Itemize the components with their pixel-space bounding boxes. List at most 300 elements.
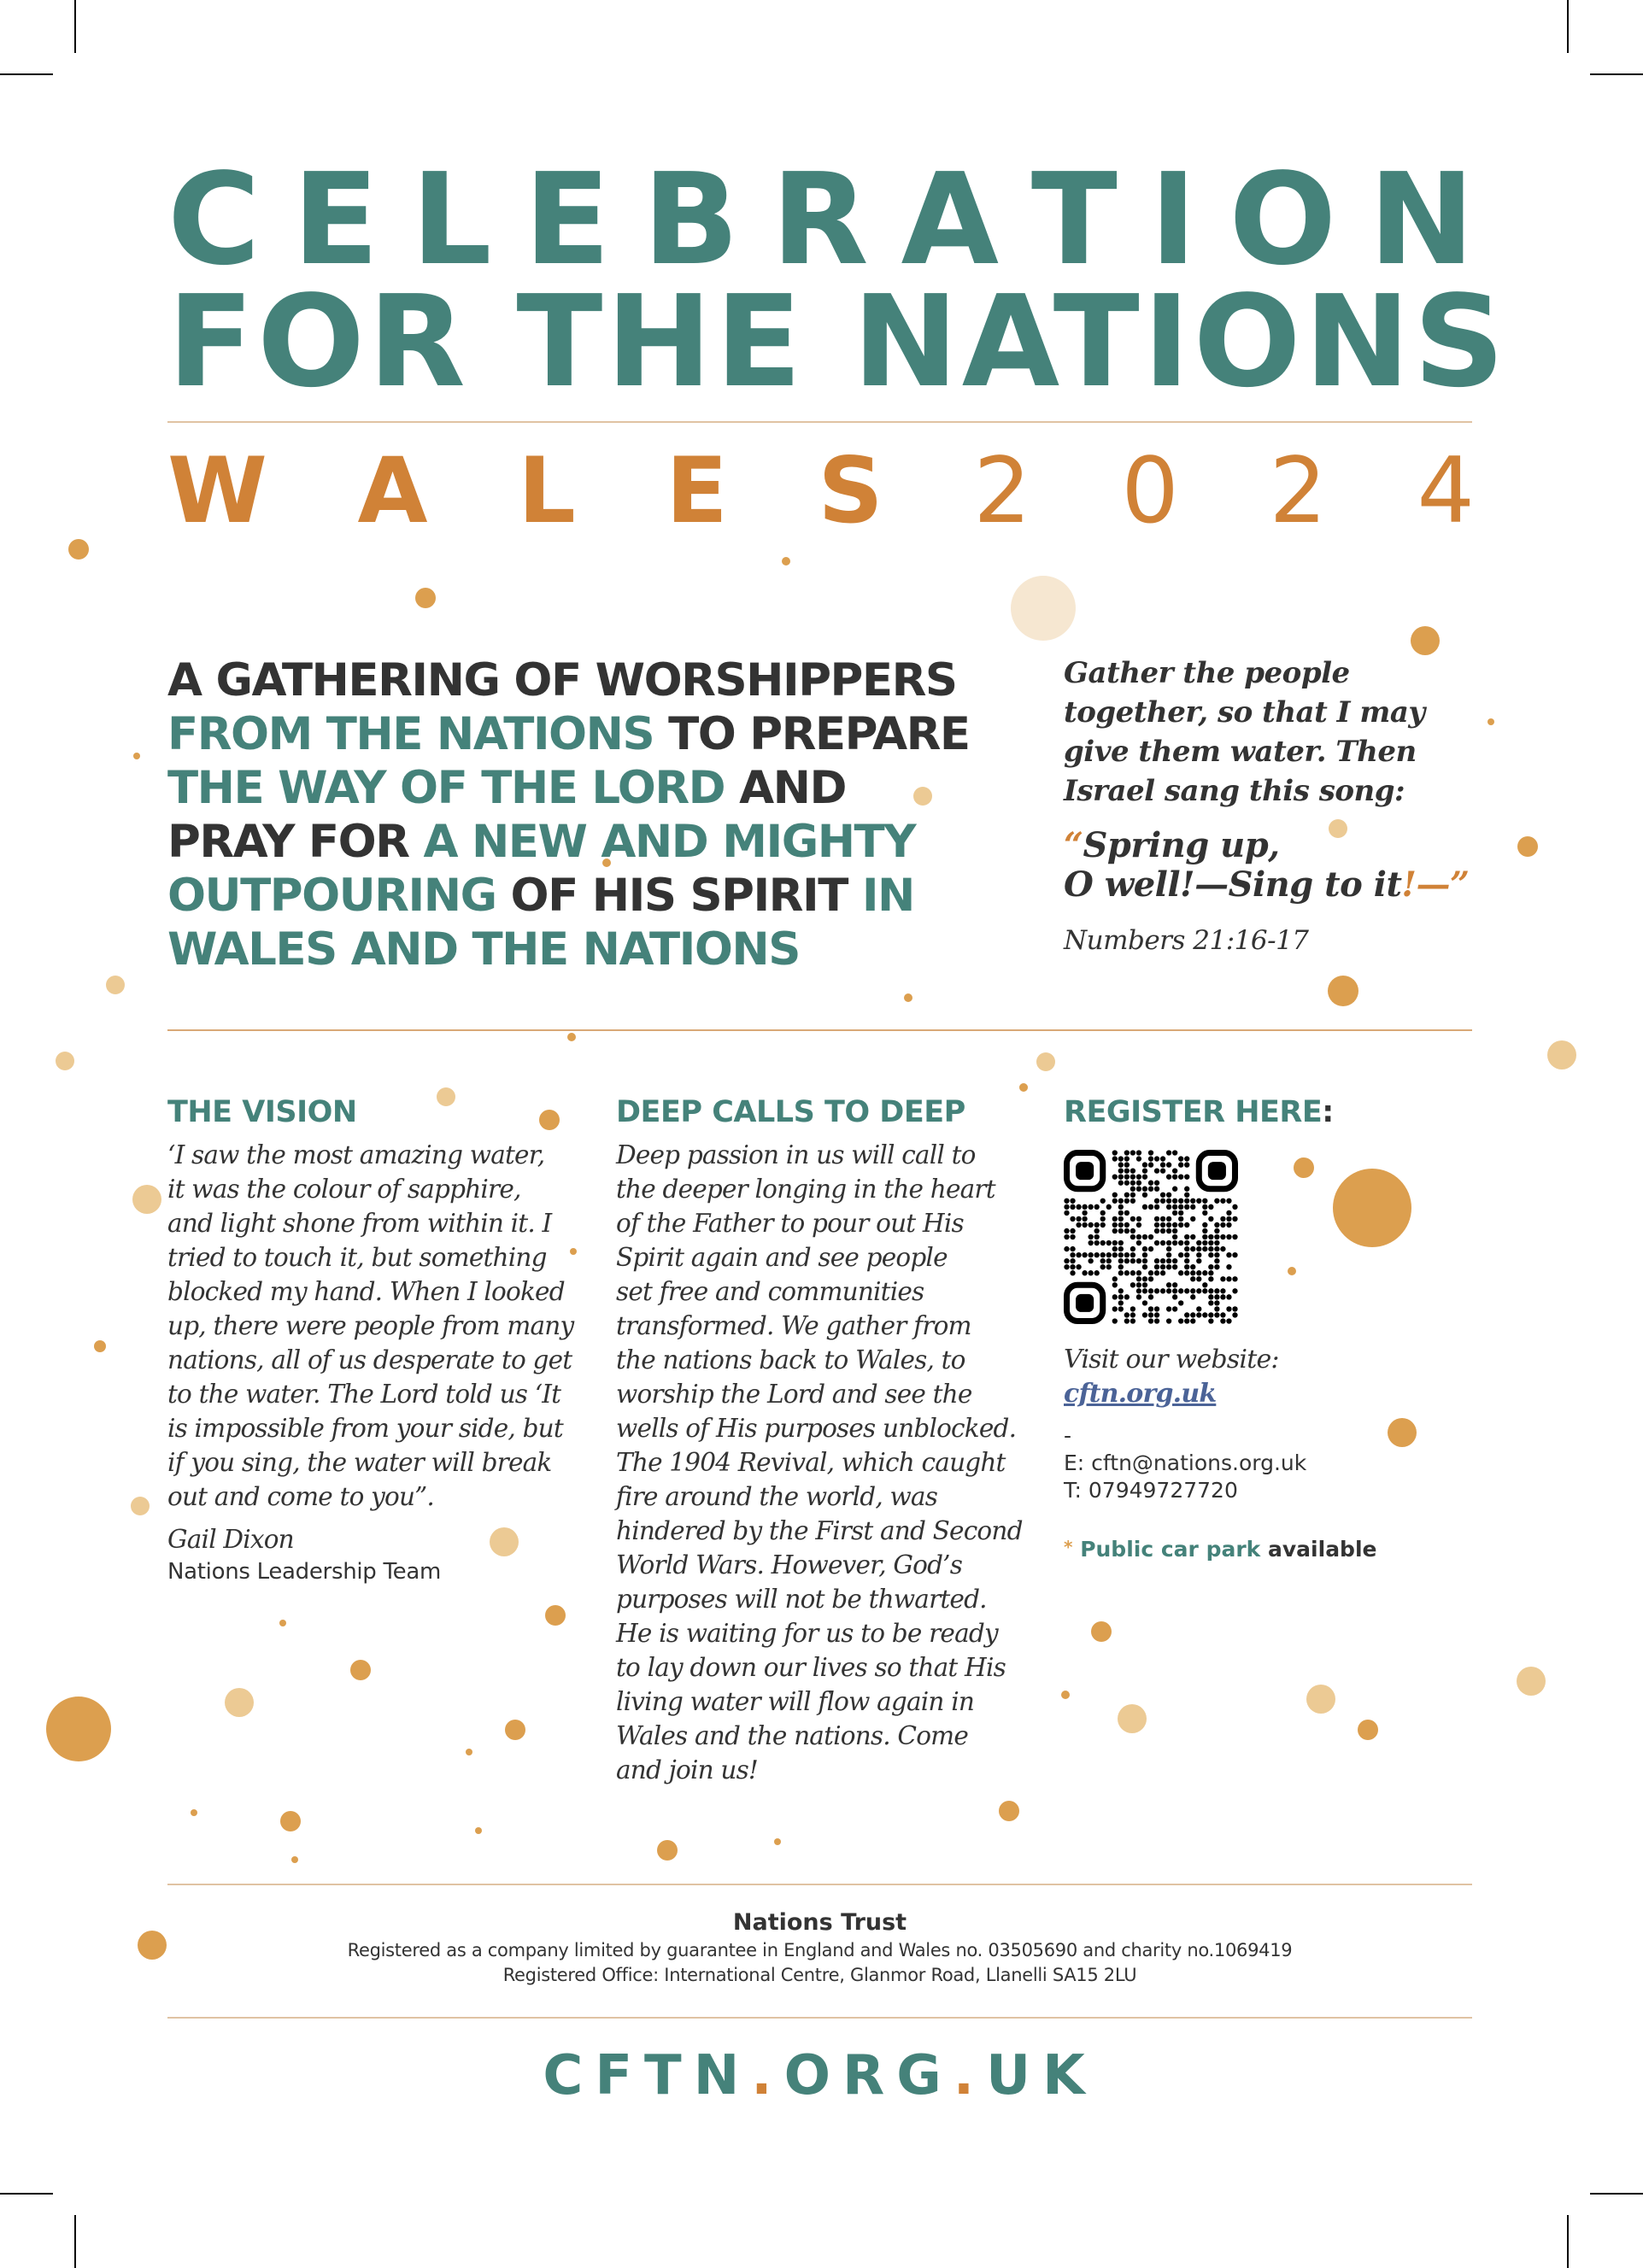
crop-mark <box>0 73 53 75</box>
body-line: it was the colour of sapphire, <box>167 1175 521 1204</box>
qr-module <box>1136 1282 1141 1287</box>
qr-module <box>1148 1234 1153 1239</box>
qr-module <box>1154 1204 1159 1210</box>
qr-module <box>1154 1318 1159 1323</box>
qr-module <box>1130 1252 1135 1257</box>
qr-module <box>1142 1288 1147 1293</box>
decorative-dot <box>1294 1157 1314 1178</box>
vision-text <box>167 1138 595 1514</box>
title-letter: E <box>524 146 611 293</box>
qr-module <box>1172 1204 1177 1210</box>
qr-module <box>1226 1276 1231 1281</box>
qr-module <box>1190 1216 1195 1222</box>
title-letter: E <box>292 146 379 293</box>
qr-module <box>1166 1288 1171 1293</box>
qr-module <box>1172 1187 1177 1192</box>
region-letter: W <box>167 438 267 543</box>
qr-module <box>1214 1288 1219 1293</box>
qr-module <box>1178 1198 1183 1204</box>
registration-text: Registered as a company limited by guarantee in England and Wales no. 03505690 and charity no.1069419 <box>347 1940 1293 1960</box>
qr-module <box>1160 1222 1165 1228</box>
quote-close-mark: —” <box>1416 864 1470 905</box>
qr-module <box>1100 1198 1106 1204</box>
decorative-dot <box>133 753 140 759</box>
qr-module <box>1220 1216 1225 1222</box>
qr-module <box>1226 1318 1231 1323</box>
region-letter: A <box>357 438 428 543</box>
qr-module <box>1100 1216 1106 1222</box>
decorative-dot <box>1517 836 1538 857</box>
qr-module <box>1130 1306 1135 1311</box>
qr-module <box>1214 1222 1219 1228</box>
decorative-dot <box>1411 626 1440 655</box>
qr-module <box>1160 1156 1165 1161</box>
website-link[interactable]: cftn.org.uk <box>1064 1379 1217 1409</box>
qr-module <box>1130 1312 1135 1317</box>
qr-module <box>1184 1288 1189 1293</box>
qr-module <box>1184 1246 1189 1251</box>
qr-module <box>1112 1222 1118 1228</box>
qr-module <box>1184 1264 1189 1269</box>
qr-module <box>1220 1246 1225 1251</box>
qr-module <box>1136 1276 1141 1281</box>
intro-line <box>167 815 1022 869</box>
qr-module <box>1130 1181 1135 1186</box>
qr-module <box>1112 1246 1118 1251</box>
qr-module <box>1220 1318 1225 1323</box>
qr-module <box>1130 1168 1135 1173</box>
qr-module <box>1184 1204 1189 1210</box>
qr-module <box>1154 1222 1159 1228</box>
vision-heading: THE VISION <box>167 1095 357 1129</box>
body-line: hindered by the First and Second <box>616 1516 1023 1545</box>
qr-module <box>1178 1240 1183 1245</box>
title-letter: I <box>1149 146 1197 293</box>
qr-module <box>1088 1204 1093 1210</box>
qr-module <box>1130 1228 1135 1234</box>
qr-module <box>1130 1258 1135 1263</box>
intro-segment: OUTPOURING <box>167 870 496 922</box>
qr-module <box>1184 1270 1189 1275</box>
qr-module <box>1220 1312 1225 1317</box>
qr-module <box>1220 1276 1225 1281</box>
intro-line <box>167 707 1022 761</box>
year-digit: 2 <box>1269 438 1327 543</box>
body-line: and join us! <box>616 1755 758 1785</box>
qr-module <box>1202 1228 1207 1234</box>
contact-email[interactable]: E: cftn@nations.org.uk <box>1064 1450 1307 1475</box>
qr-module <box>1190 1276 1195 1281</box>
qr-module <box>1124 1162 1130 1167</box>
intro-statement <box>167 653 1022 976</box>
decorative-dot <box>1019 1083 1028 1092</box>
qr-module <box>1130 1193 1135 1198</box>
qr-module <box>1100 1210 1106 1216</box>
decorative-dot <box>191 1809 197 1816</box>
qr-module <box>1118 1174 1124 1179</box>
year-digit: 2 <box>973 438 1031 543</box>
intro-segment: PRAY FOR <box>167 816 424 868</box>
intro-segment: A GATHERING OF WORSHIPPERS <box>167 654 957 706</box>
qr-module <box>1196 1246 1201 1251</box>
qr-module <box>1142 1187 1147 1192</box>
qr-module <box>1196 1276 1201 1281</box>
qr-module <box>1130 1270 1135 1275</box>
qr-module <box>1172 1174 1177 1179</box>
qr-module <box>1100 1222 1106 1228</box>
qr-module <box>1154 1264 1159 1269</box>
qr-module <box>1208 1264 1213 1269</box>
qr-module <box>1076 1204 1081 1210</box>
section-divider <box>167 1029 1472 1031</box>
qr-module <box>1064 1258 1069 1263</box>
crop-mark <box>1567 0 1569 53</box>
qr-module <box>1172 1288 1177 1293</box>
qr-module <box>1172 1210 1177 1216</box>
verse-line: together, so that I may <box>1064 695 1425 730</box>
qr-module <box>1178 1210 1183 1216</box>
qr-module <box>1088 1258 1093 1263</box>
qr-module <box>1118 1288 1124 1293</box>
verse-reference: Numbers 21:16-17 <box>1064 925 1309 956</box>
qr-module <box>1124 1168 1130 1173</box>
qr-module <box>1154 1216 1159 1222</box>
website-banner[interactable] <box>167 2042 1472 2110</box>
qr-module <box>1148 1156 1153 1161</box>
qr-module <box>1154 1156 1159 1161</box>
qr-module <box>1226 1252 1231 1257</box>
qr-module <box>1208 1216 1213 1222</box>
qr-module <box>1136 1234 1141 1239</box>
qr-module <box>1160 1168 1165 1173</box>
qr-module <box>1166 1228 1171 1234</box>
decorative-dot <box>1288 1267 1296 1275</box>
qr-module <box>1166 1318 1171 1323</box>
qr-module <box>1154 1181 1159 1186</box>
qr-module <box>1112 1150 1118 1155</box>
qr-module <box>1232 1276 1237 1281</box>
qr-module <box>1082 1216 1087 1222</box>
qr-module <box>1094 1270 1100 1275</box>
decorative-dot <box>56 1052 74 1070</box>
qr-module <box>1226 1294 1231 1299</box>
qr-module <box>1070 1246 1075 1251</box>
qr-module <box>1226 1216 1231 1222</box>
qr-module <box>1178 1318 1183 1323</box>
subtitle-wales-2024 <box>167 440 1475 542</box>
qr-module <box>1112 1276 1118 1281</box>
qr-module <box>1118 1210 1124 1216</box>
decorative-dot <box>68 539 89 560</box>
qr-module <box>1208 1240 1213 1245</box>
crop-mark <box>1567 2215 1569 2268</box>
body-line: the nations back to Wales, to <box>616 1345 965 1374</box>
decorative-dot <box>1118 1704 1147 1733</box>
qr-module <box>1106 1240 1112 1245</box>
qr-module <box>1220 1288 1225 1293</box>
qr-module <box>1148 1204 1153 1210</box>
qr-module <box>1214 1198 1219 1204</box>
qr-module <box>1082 1270 1087 1275</box>
decorative-dot <box>475 1827 482 1834</box>
body-line: Spirit again and see people <box>616 1243 948 1272</box>
body-line: living water will flow again in <box>616 1687 975 1716</box>
qr-module <box>1118 1240 1124 1245</box>
qr-module <box>1160 1270 1165 1275</box>
body-line: ‘I saw the most amazing water, <box>167 1140 545 1169</box>
banner-text: ORG <box>783 2044 954 2107</box>
website-block <box>1064 1343 1279 1411</box>
qr-module <box>1124 1174 1130 1179</box>
body-line: World Wars. However, God’s <box>616 1550 963 1579</box>
qr-module <box>1178 1204 1183 1210</box>
title-letter: B <box>643 146 740 293</box>
contact-phone[interactable]: T: 07949727720 <box>1064 1478 1238 1503</box>
qr-module <box>1232 1234 1237 1239</box>
qr-module <box>1154 1228 1159 1234</box>
qr-module <box>1118 1162 1124 1167</box>
decorative-dot <box>1358 1720 1378 1740</box>
banner-dot: . <box>953 2044 987 2107</box>
qr-module <box>1226 1264 1231 1269</box>
qr-module <box>1118 1258 1124 1263</box>
region-letter: S <box>818 438 883 543</box>
verse-quote <box>1064 826 1508 905</box>
qr-module <box>1154 1288 1159 1293</box>
qr-module <box>1184 1187 1189 1192</box>
qr-module <box>1112 1216 1118 1222</box>
qr-module <box>1118 1168 1124 1173</box>
intro-segment: FROM THE NATIONS <box>167 708 654 760</box>
qr-module <box>1190 1234 1195 1239</box>
qr-code-icon[interactable] <box>1064 1150 1238 1324</box>
qr-module <box>1166 1246 1171 1251</box>
qr-module <box>1208 1294 1213 1299</box>
qr-module <box>1094 1204 1100 1210</box>
qr-module <box>1142 1234 1147 1239</box>
qr-module <box>1148 1276 1153 1281</box>
qr-module <box>1190 1288 1195 1293</box>
qr-module <box>1148 1306 1153 1311</box>
intro-line <box>167 761 1022 815</box>
qr-module <box>1142 1204 1147 1210</box>
intro-segment: AND <box>725 762 846 814</box>
qr-module <box>1070 1198 1075 1204</box>
qr-module <box>1178 1174 1183 1179</box>
qr-module <box>1118 1294 1124 1299</box>
qr-module <box>1142 1162 1147 1167</box>
body-line: The 1904 Revival, which caught <box>616 1448 1006 1477</box>
qr-module <box>1130 1198 1135 1204</box>
decorative-dot <box>782 557 790 566</box>
banner-text: CFTN <box>543 2044 752 2107</box>
decorative-dot <box>1547 1040 1576 1070</box>
decorative-dot <box>567 1033 576 1041</box>
qr-module <box>1166 1282 1171 1287</box>
qr-module <box>1148 1318 1153 1323</box>
qr-module <box>1202 1282 1207 1287</box>
decorative-dot <box>1333 1169 1411 1247</box>
qr-module <box>1076 1216 1081 1222</box>
decorative-dot <box>774 1838 781 1845</box>
quote-line-1: Spring up, <box>1083 825 1280 865</box>
qr-module <box>1124 1270 1130 1275</box>
parking-note <box>1064 1533 1376 1563</box>
intro-line <box>167 923 1022 976</box>
qr-module <box>1178 1162 1183 1167</box>
title-letter: A <box>901 146 1000 293</box>
qr-module <box>1094 1252 1100 1257</box>
decorative-dot <box>1306 1685 1335 1714</box>
qr-module <box>1208 1318 1213 1323</box>
decorative-dot <box>1036 1052 1055 1071</box>
qr-module <box>1118 1306 1124 1311</box>
qr-module <box>1160 1198 1165 1204</box>
qr-finder-center <box>1076 1162 1094 1180</box>
qr-module <box>1142 1168 1147 1173</box>
qr-module <box>1226 1222 1231 1228</box>
qr-module <box>1148 1162 1153 1167</box>
qr-module <box>1202 1246 1207 1251</box>
crop-mark <box>0 2193 53 2195</box>
qr-module <box>1214 1294 1219 1299</box>
qr-module <box>1124 1156 1130 1161</box>
qr-module <box>1088 1234 1093 1239</box>
vision-section <box>167 1095 595 1587</box>
qr-module <box>1070 1228 1075 1234</box>
qr-module <box>1202 1312 1207 1317</box>
qr-module <box>1154 1312 1159 1317</box>
qr-module <box>1166 1258 1171 1263</box>
qr-module <box>1154 1306 1159 1311</box>
qr-module <box>1190 1204 1195 1210</box>
body-line: the deeper longing in the heart <box>616 1175 995 1204</box>
qr-module <box>1070 1264 1075 1269</box>
qr-module <box>1202 1204 1207 1210</box>
title-letter: L <box>411 146 492 293</box>
decorative-dot <box>94 1340 106 1352</box>
title-line-1 <box>167 146 1475 293</box>
qr-module <box>1160 1288 1165 1293</box>
qr-module <box>1064 1228 1069 1234</box>
qr-module <box>1172 1264 1177 1269</box>
qr-module <box>1178 1270 1183 1275</box>
title-line-2: FOR THE NATIONS <box>167 268 1509 415</box>
qr-module <box>1184 1312 1189 1317</box>
qr-module <box>1124 1150 1130 1155</box>
decorative-dot <box>106 976 125 994</box>
deep-text <box>616 1138 1043 1787</box>
qr-module <box>1082 1252 1087 1257</box>
qr-module <box>1142 1264 1147 1269</box>
qr-module <box>1130 1246 1135 1251</box>
qr-module <box>1232 1288 1237 1293</box>
footer-divider-bottom <box>167 2017 1472 2019</box>
qr-module <box>1220 1234 1225 1239</box>
qr-module <box>1172 1240 1177 1245</box>
deep-heading: DEEP CALLS TO DEEP <box>616 1095 965 1129</box>
year-digit: 0 <box>1121 438 1179 543</box>
qr-module <box>1214 1240 1219 1245</box>
verse-line: give them water. Then <box>1064 735 1417 769</box>
qr-module <box>1202 1222 1207 1228</box>
qr-module <box>1142 1282 1147 1287</box>
qr-module <box>1184 1222 1189 1228</box>
qr-module <box>1226 1198 1231 1204</box>
decorative-dot <box>279 1620 286 1626</box>
qr-module <box>1172 1198 1177 1204</box>
qr-module <box>1166 1204 1171 1210</box>
qr-module <box>1172 1228 1177 1234</box>
qr-module <box>1118 1252 1124 1257</box>
qr-module <box>1190 1198 1195 1204</box>
intro-segment: WALES AND THE NATIONS <box>167 923 800 976</box>
body-line: blocked my hand. When I looked <box>167 1277 565 1306</box>
qr-module <box>1130 1187 1135 1192</box>
qr-module <box>1130 1150 1135 1155</box>
qr-module <box>1082 1222 1087 1228</box>
qr-module <box>1064 1210 1069 1216</box>
qr-module <box>1172 1234 1177 1239</box>
intro-segment: A NEW AND MIGHTY <box>423 816 916 868</box>
qr-module <box>1178 1216 1183 1222</box>
qr-module <box>1094 1222 1100 1228</box>
qr-module <box>1160 1216 1165 1222</box>
register-section <box>1064 1095 1474 1138</box>
qr-module <box>1088 1240 1093 1245</box>
qr-module <box>1226 1306 1231 1311</box>
qr-module <box>1112 1240 1118 1245</box>
qr-module <box>1178 1222 1183 1228</box>
qr-module <box>1136 1294 1141 1299</box>
qr-module <box>1208 1270 1213 1275</box>
qr-module <box>1124 1294 1130 1299</box>
qr-module <box>1118 1300 1124 1305</box>
year-digit: 4 <box>1417 438 1475 543</box>
qr-module <box>1214 1312 1219 1317</box>
qr-module <box>1166 1162 1171 1167</box>
qr-module <box>1130 1234 1135 1239</box>
banner-dot: . <box>751 2044 784 2107</box>
qr-module <box>1214 1228 1219 1234</box>
qr-module <box>1130 1318 1135 1323</box>
qr-module <box>1136 1288 1141 1293</box>
qr-module <box>1082 1210 1087 1216</box>
qr-module <box>1178 1252 1183 1257</box>
qr-module <box>1190 1312 1195 1317</box>
qr-module <box>1142 1300 1147 1305</box>
qr-module <box>1184 1252 1189 1257</box>
qr-module <box>1070 1252 1075 1257</box>
body-line: Wales and the nations. Come <box>616 1721 968 1750</box>
qr-module <box>1112 1228 1118 1234</box>
author-name: Gail Dixon <box>167 1525 294 1554</box>
qr-module <box>1112 1318 1118 1323</box>
qr-module <box>1112 1282 1118 1287</box>
register-heading: REGISTER HERE: <box>1064 1095 1334 1129</box>
parking-highlight: Public car park <box>1080 1537 1261 1562</box>
qr-module <box>1064 1264 1069 1269</box>
qr-module <box>1118 1198 1124 1204</box>
qr-module <box>1094 1234 1100 1239</box>
qr-module <box>1136 1174 1141 1179</box>
qr-module <box>1172 1294 1177 1299</box>
header-divider <box>167 421 1472 423</box>
intro-segment: OF HIS SPIRIT <box>496 870 862 922</box>
crop-mark <box>1590 73 1643 75</box>
intro-line <box>167 653 1022 707</box>
qr-module <box>1226 1234 1231 1239</box>
